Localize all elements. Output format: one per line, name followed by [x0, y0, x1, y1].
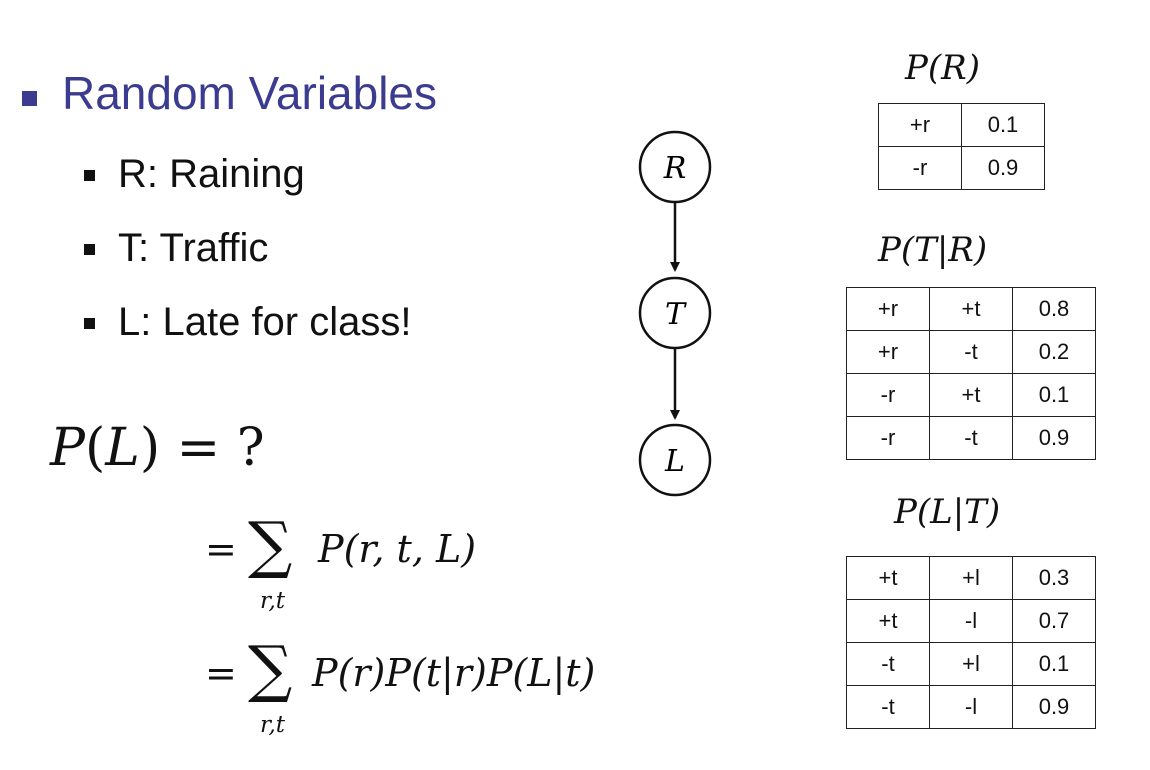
equation-body: P(r, t, L) [318, 527, 477, 571]
table-cell: -r [847, 417, 930, 460]
table-row [847, 686, 1096, 729]
page-title: Random Variables [62, 67, 438, 119]
node-t [640, 278, 710, 348]
variable-t-label: T: Traffic [118, 226, 269, 270]
table-cell: 0.9 [962, 147, 1045, 190]
table-cell: 0.1 [962, 104, 1045, 147]
list-bullet [84, 244, 95, 255]
table-pr [878, 103, 1045, 190]
table-cell: -l [930, 686, 1013, 729]
query-equation: P(L) = ? [50, 418, 265, 478]
table-plt [846, 556, 1096, 729]
table-cell: +l [930, 557, 1013, 600]
table-cell: 0.1 [1013, 643, 1096, 686]
node-r [640, 132, 710, 202]
table-pr-title: P(R) [905, 48, 981, 88]
table-cell: 0.2 [1013, 331, 1096, 374]
sum-index: r,t [260, 588, 286, 614]
equation-op: = [205, 651, 237, 695]
equation-body: P(r)P(t|r)P(L|t) [312, 651, 596, 695]
sum-symbol: ∑ [248, 508, 293, 581]
bayes-net-diagram [625, 130, 725, 500]
table-plt-title: P(L|T) [894, 492, 1001, 532]
node-r-label: R [663, 151, 687, 186]
table-cell: +t [847, 600, 930, 643]
table-row [847, 643, 1096, 686]
table-cell: +r [879, 104, 962, 147]
table-cell: -t [847, 643, 930, 686]
table-row [847, 331, 1096, 374]
node-t-label: T [664, 297, 686, 332]
table-cell: 0.8 [1013, 288, 1096, 331]
query-var: L [105, 418, 140, 478]
table-cell: 0.1 [1013, 374, 1096, 417]
table-row [847, 600, 1096, 643]
query-fn: P [50, 418, 85, 478]
table-row [847, 557, 1096, 600]
table-cell: 0.3 [1013, 557, 1096, 600]
table-row [847, 374, 1096, 417]
table-row [879, 147, 1045, 190]
table-cell: +r [847, 331, 930, 374]
table-cell: +r [847, 288, 930, 331]
equation-op: = [205, 527, 237, 571]
table-cell: -t [930, 331, 1013, 374]
table-cell: +t [847, 557, 930, 600]
sum-index: r,t [260, 712, 286, 738]
table-row [847, 288, 1096, 331]
list-bullet [84, 170, 95, 181]
heading-bullet [22, 91, 37, 106]
table-cell: +l [930, 643, 1013, 686]
node-l [640, 425, 710, 495]
table-row [879, 104, 1045, 147]
query-rest: = ? [176, 418, 265, 478]
table-cell: +t [930, 374, 1013, 417]
table-cell: +t [930, 288, 1013, 331]
table-cell: 0.7 [1013, 600, 1096, 643]
table-cell: 0.9 [1013, 417, 1096, 460]
table-cell: -r [847, 374, 930, 417]
variable-l-label: L: Late for class! [118, 300, 412, 344]
sum-symbol: ∑ [248, 632, 293, 705]
table-cell: -t [847, 686, 930, 729]
variable-r-label: R: Raining [118, 152, 305, 196]
table-cell: -l [930, 600, 1013, 643]
list-bullet [84, 318, 95, 329]
table-cell: -t [930, 417, 1013, 460]
table-cell: 0.9 [1013, 686, 1096, 729]
table-ptr [846, 287, 1096, 460]
table-cell: -r [879, 147, 962, 190]
node-l-label: L [665, 444, 685, 479]
table-row [847, 417, 1096, 460]
table-ptr-title: P(T|R) [878, 230, 988, 270]
